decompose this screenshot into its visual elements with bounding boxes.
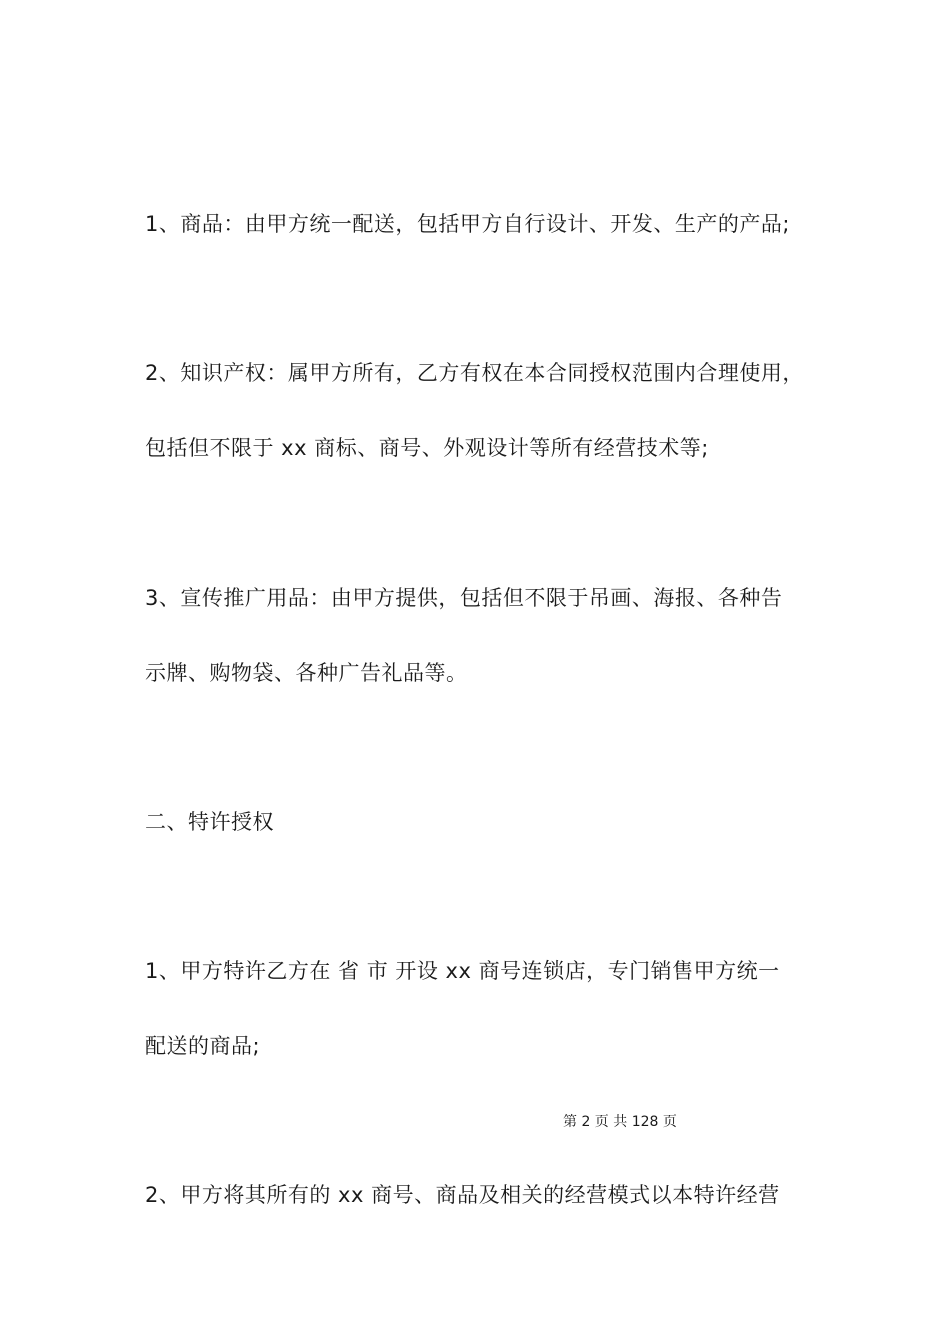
clause-2-ip-line-1: 2、知识产权：属甲方所有，乙方有权在本合同授权范围内合理使用， [145, 361, 804, 385]
franchise-clause-2-line-1: 2、甲方将其所有的 xx 商号、商品及相关的经营模式以本特许经营 [145, 1183, 780, 1207]
clause-1-goods: 1、商品：由甲方统一配送，包括甲方自行设计、开发、生产的产品; [145, 212, 790, 236]
clause-3-promo-line-2: 示牌、购物袋、各种广告礼品等。 [145, 661, 468, 685]
franchise-clause-1-line-1: 1、甲方特许乙方在 省 市 开设 xx 商号连锁店，专门销售甲方统一 [145, 959, 780, 983]
clause-2-ip-line-2: 包括但不限于 xx 商标、商号、外观设计等所有经营技术等; [145, 436, 709, 460]
franchise-clause-1-line-2: 配送的商品; [145, 1034, 261, 1058]
section-heading-franchise: 二、特许授权 [145, 810, 274, 834]
page-number-footer: 第 2 页 共 128 页 [563, 1114, 677, 1130]
clause-3-promo-line-1: 3、宣传推广用品：由甲方提供，包括但不限于吊画、海报、各种告 [145, 586, 783, 610]
